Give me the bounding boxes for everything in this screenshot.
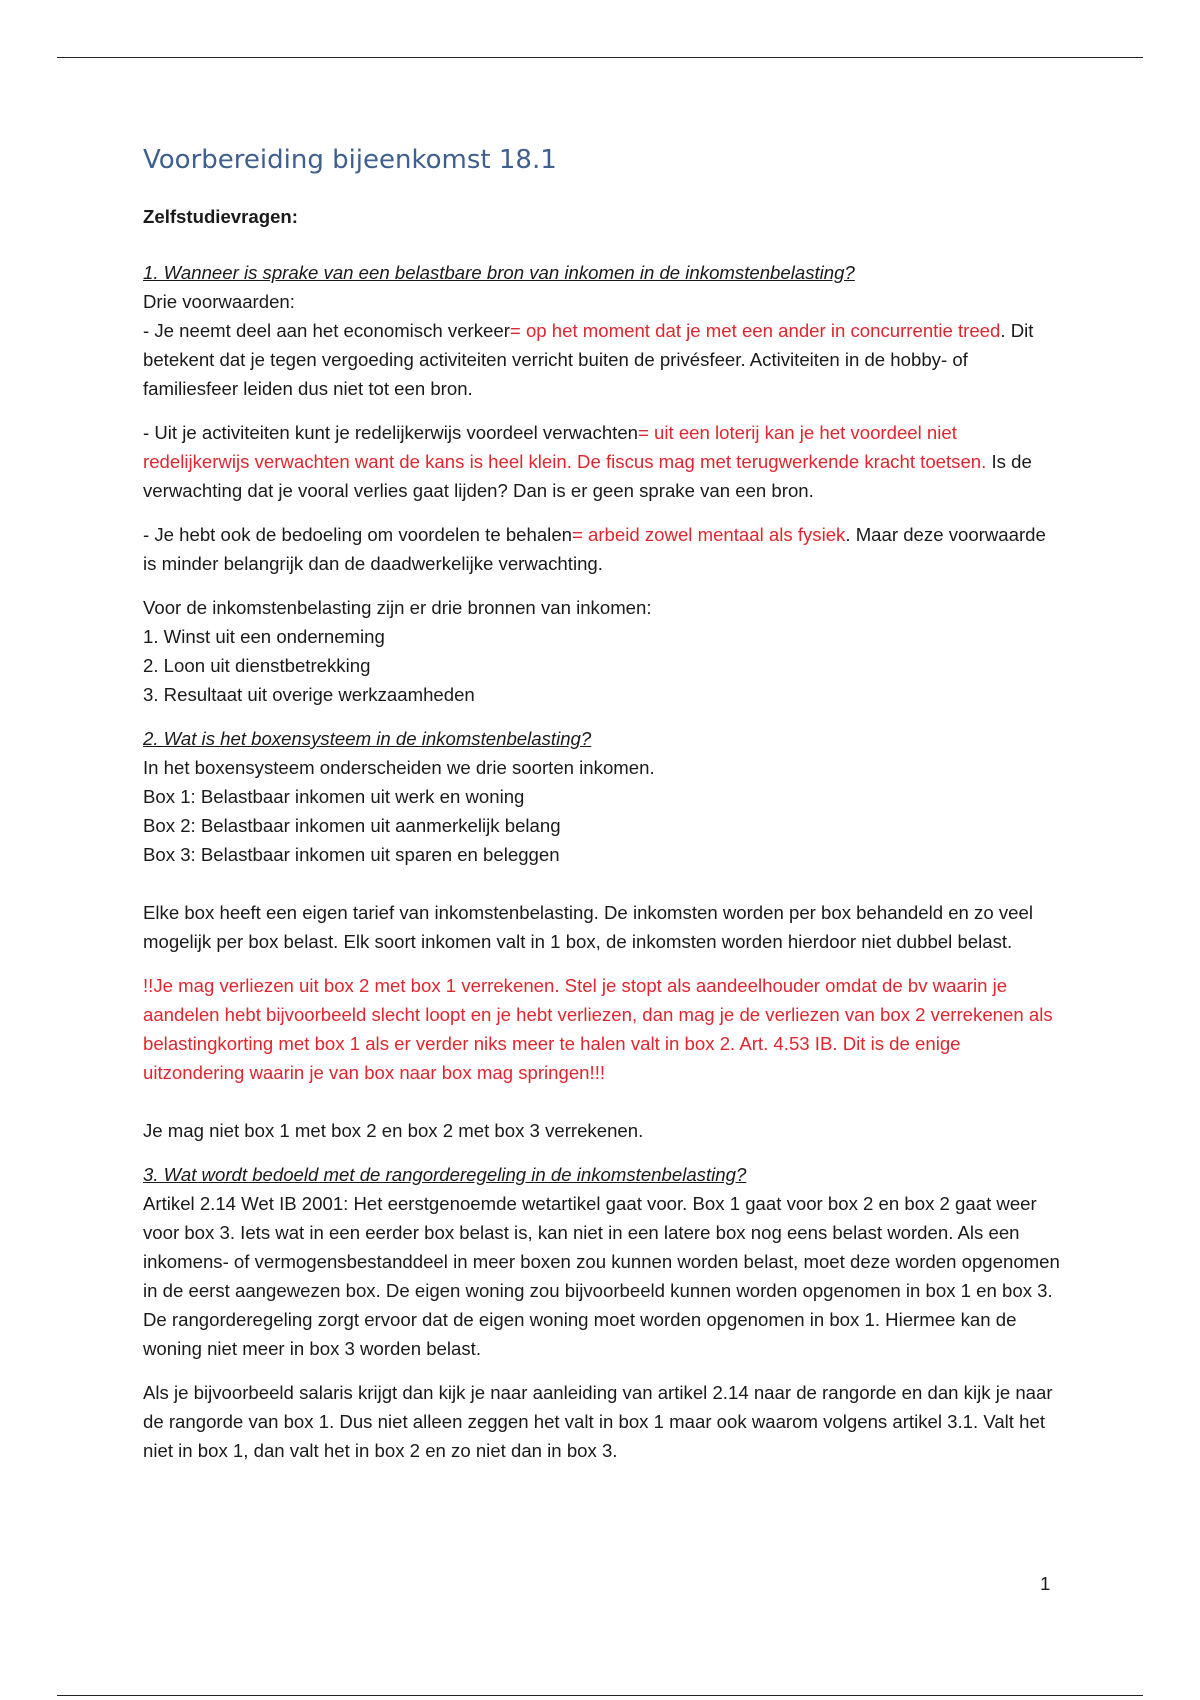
q3-paragraph-1: Artikel 2.14 Wet IB 2001: Het eerstgenoemde wetartikel gaat voor. Box 1 gaat voor box 2 en box 2 gaat weer voor box 3. Iets wat in een eerder box belast is, kan niet in een latere box nog eens belast worden. Als een inkomens- of vermogensbestanddeel in meer boxen zou kunnen worden belast, moet deze worden opgenomen in de eerst aangewezen box. De eigen woning zou bijvoorbeeld kunnen worden opgenomen in box 1 en box 3. De rangorderegeling zorgt ervoor dat de eigen woning moet worden opgenomen in box 1. Hiermee kan de woning niet meer in box 3 worden belast. — [143, 1193, 1060, 1359]
q1-intro: Drie voorwaarden: — [143, 291, 295, 312]
document-page — [143, 140, 1063, 1465]
header-rule — [57, 57, 1143, 58]
condition-3: - Je hebt ook de bedoeling om voordelen te behalen= arbeid zowel mentaal als fysiek. Maar deze voorwaarde is minder belangrijk dan de daadwerkelijke verwachting. — [143, 524, 1046, 574]
list-item: Box 3: Belastbaar inkomen uit sparen en beleggen — [143, 844, 560, 865]
question-1: 1. Wanneer is sprake van een belastbare bron van inkomen in de inkomstenbelasting? — [143, 262, 855, 283]
list-item: 1. Winst uit een onderneming — [143, 626, 385, 647]
page-title: Voorbereiding bijeenkomst 18.1 — [143, 145, 557, 175]
page-number: 1 — [1040, 1573, 1051, 1594]
question-2: 2. Wat is het boxensysteem in de inkomstenbelasting? — [143, 728, 592, 749]
subtitle: Zelfstudievragen: — [143, 206, 298, 227]
q2-warning-paragraph: !!Je mag verliezen uit box 2 met box 1 verrekenen. Stel je stopt als aandeelhouder omdat de bv waarin je aandelen hebt bijvoorbeeld slecht loopt en je hebt verliezen, dan mag je de verliezen van box 2 verrekenen als belastingkorting met box 1 als er verder niks meer te halen valt in box 2. Art. 4.53 IB. Dit is de enige uitzondering waarin je van box naar box mag springen!!! — [143, 975, 1053, 1083]
q2-paragraph-2: Je mag niet box 1 met box 2 en box 2 met box 3 verrekenen. — [143, 1120, 644, 1141]
sources-intro: Voor de inkomstenbelasting zijn er drie bronnen van inkomen: — [143, 597, 652, 618]
list-item: Box 2: Belastbaar inkomen uit aanmerkelijk belang — [143, 815, 561, 836]
condition-2: - Uit je activiteiten kunt je redelijkerwijs voordeel verwachten= uit een loterij kan je het voordeel niet redelijkerwijs verwachten want de kans is heel klein. De fiscus mag met terugwerkende kracht toetsen. Is de verwachting dat je vooral verlies gaat lijden? Dan is er geen sprake van een bron. — [143, 422, 1032, 501]
list-item: 2. Loon uit dienstbetrekking — [143, 655, 371, 676]
q2-intro: In het boxensysteem onderscheiden we drie soorten inkomen. — [143, 757, 655, 778]
list-item: 3. Resultaat uit overige werkzaamheden — [143, 684, 475, 705]
list-item: Box 1: Belastbaar inkomen uit werk en woning — [143, 786, 525, 807]
question-3: 3. Wat wordt bedoeld met de rangorderegeling in de inkomstenbelasting? — [143, 1164, 747, 1185]
footer-rule — [57, 1695, 1143, 1696]
condition-1: - Je neemt deel aan het economisch verkeer= op het moment dat je met een ander in concurrentie treed. Dit betekent dat je tegen vergoeding activiteiten verricht buiten de privésfeer. Activiteiten in de hobby- of familiesfeer leiden dus niet tot een bron. — [143, 320, 1034, 399]
q2-paragraph-1: Elke box heeft een eigen tarief van inkomstenbelasting. De inkomsten worden per box behandeld en zo veel mogelijk per box belast. Elk soort inkomen valt in 1 box, de inkomsten worden hierdoor niet dubbel belast. — [143, 902, 1033, 952]
q3-paragraph-2: Als je bijvoorbeeld salaris krijgt dan kijk je naar aanleiding van artikel 2.14 naar de rangorde en dan kijk je naar de rangorde van box 1. Dus niet alleen zeggen het valt in box 1 maar ook waarom volgens artikel 3.1. Valt het niet in box 1, dan valt het in box 2 en zo niet dan in box 3. — [143, 1382, 1053, 1461]
